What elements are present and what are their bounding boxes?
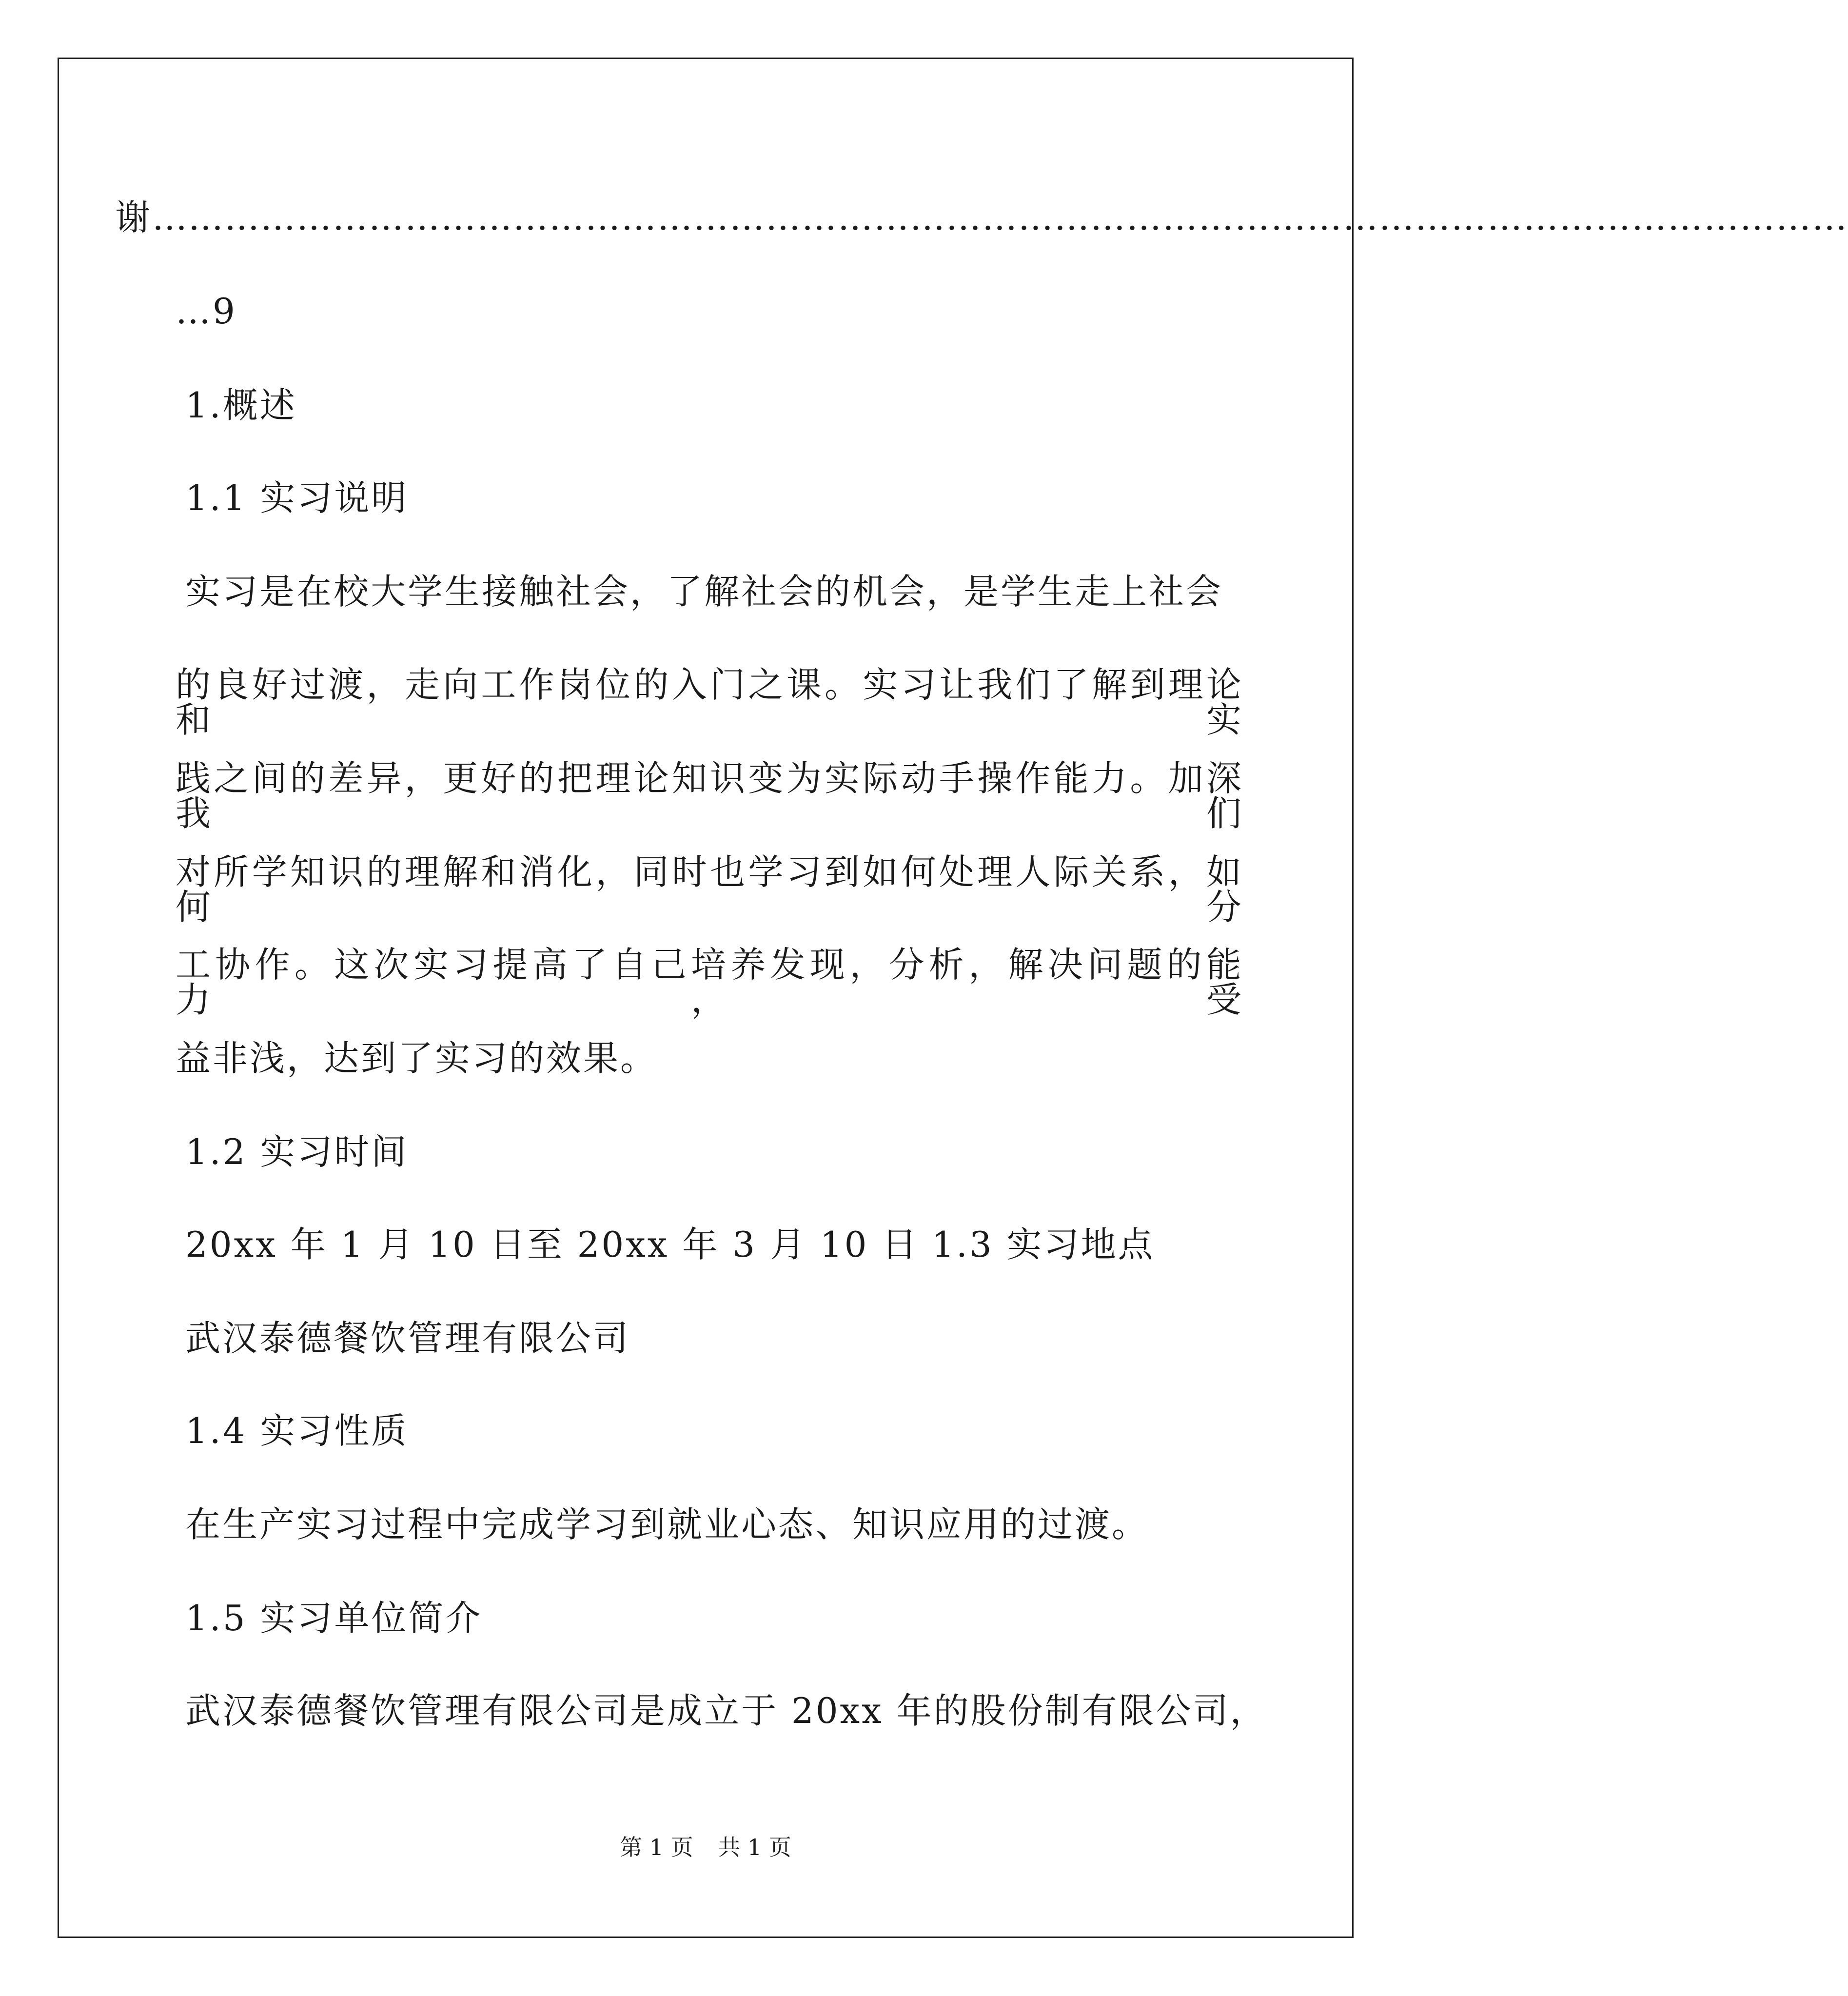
internship-location-text: 武汉泰德餐饮管理有限公司 xyxy=(185,1318,630,1359)
paragraph-line: 对所学知识的理解和消化，同时也学习到如何处理人际关系，如何分 xyxy=(176,851,1243,928)
paragraph-line: 实习是在校大学生接触社会，了解社会的机会，是学生走上社会 xyxy=(185,571,1223,612)
heading-company-intro: 1.5 实习单位简介 xyxy=(185,1598,483,1639)
page-footer xyxy=(0,1830,1411,1862)
paragraph-line: 益非浅，达到了实习的效果。 xyxy=(176,1038,658,1079)
paragraph-line: 工协作。这次实习提高了自己培养发现，分析，解决问题的能力，受 xyxy=(176,944,1243,1020)
internship-nature-text: 在生产实习过程中完成学习到就业心态、知识应用的过渡。 xyxy=(185,1504,1149,1545)
toc-page-number: …9 xyxy=(176,291,237,332)
company-intro-text: 武汉泰德餐饮管理有限公司是成立于 20xx 年的股份制有限公司， xyxy=(185,1690,1267,1731)
heading-internship-time: 1.2 实习时间 xyxy=(185,1131,409,1172)
page-number-total: 共 1 页 xyxy=(718,1834,791,1860)
heading-overview: 1.概述 xyxy=(185,385,297,426)
heading-internship-description: 1.1 实习说明 xyxy=(185,477,409,518)
page-number-current: 第 1 页 xyxy=(620,1834,693,1860)
toc-leader-dots: …………………………………………………………………………………………………………………………… xyxy=(152,197,1848,238)
heading-internship-nature: 1.4 实习性质 xyxy=(185,1410,409,1451)
paragraph-line: 践之间的差异，更好的把理论知识变为实际动手操作能力。加深我们 xyxy=(176,758,1243,834)
toc-entry-title: 谢 xyxy=(115,197,153,238)
paragraph-line: 的良好过渡，走向工作岗位的入门之课。实习让我们了解到理论和实 xyxy=(176,664,1243,740)
internship-time-text: 20xx 年 1 月 10 日至 20xx 年 3 月 10 日 1.3 实习地点 xyxy=(185,1224,1155,1265)
toc-entry-acknowledgement xyxy=(115,197,1848,238)
